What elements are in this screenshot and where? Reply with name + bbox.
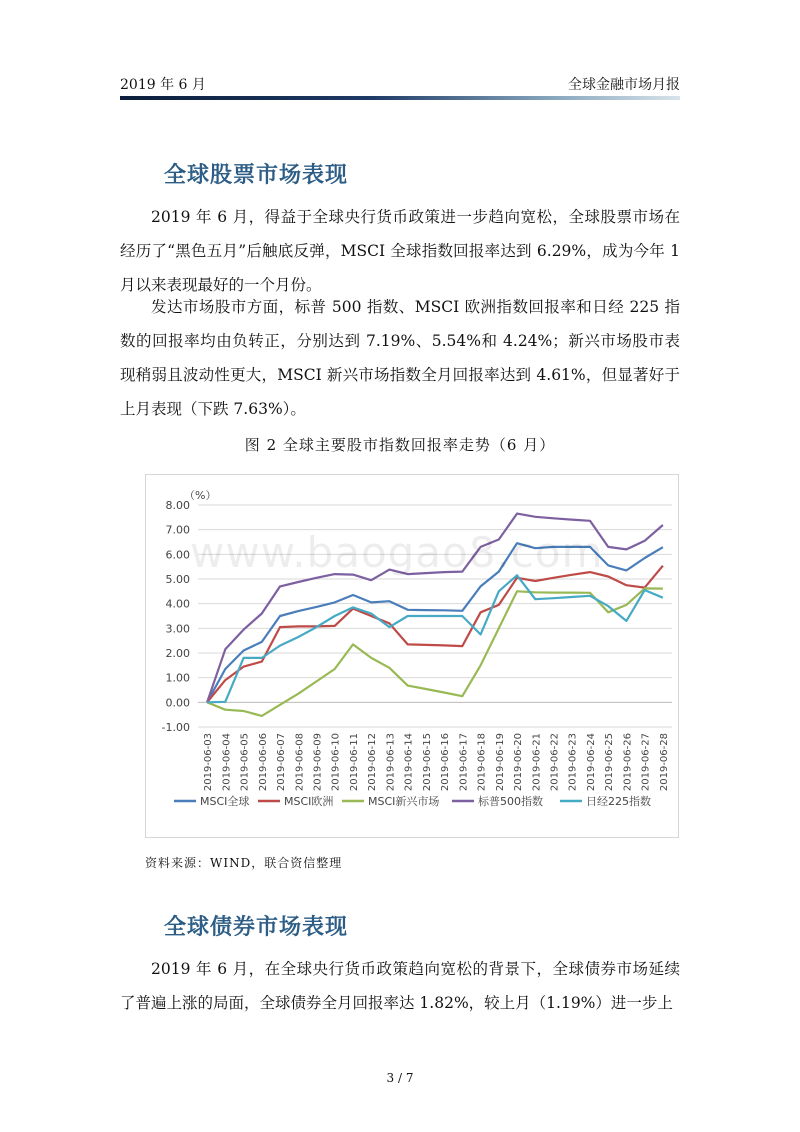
x-tick-label: 2019-06-22 — [549, 733, 561, 792]
y-tick-label: 3.00 — [165, 622, 190, 636]
y-tick-label: 8.00 — [165, 499, 190, 512]
x-tick-label: 2019-06-16 — [440, 733, 452, 792]
y-tick-label: 5.00 — [165, 573, 190, 586]
line-chart — [146, 475, 680, 839]
x-tick-label: 2019-06-04 — [221, 733, 233, 792]
y-tick-label: 6.00 — [165, 548, 190, 562]
paragraph-equity-2: 发达市场股市方面，标普 500 指数、MSCI 欧洲指数回报率和日经 225 指数的回报率均由负转正，分别达到 7.19%、5.54%和 4.24%；新兴市场股市表现稍弱且波动性更大，MSCI 新兴市场指数全月回报率达到 4.61%，但显著好于上月表现（下跌 7.63%）。 — [120, 298, 680, 418]
watermark: www.baogao8.com — [190, 528, 604, 577]
x-tick-label: 2019-06-06 — [257, 733, 269, 792]
legend-label: MSCI全球 — [200, 795, 250, 808]
y-tick-label: 0.00 — [165, 696, 190, 710]
paragraph-equity-1: 2019 年 6 月，得益于全球央行货币政策进一步趋向宽松，全球股票市场在经历了“黑色五月”后触底反弹，MSCI 全球指数回报率达到 6.29%，成为今年 1 月以来表现最好的一个月份。 — [120, 208, 680, 294]
x-tick-label: 2019-06-07 — [276, 733, 288, 792]
x-tick-label: 2019-06-25 — [604, 733, 616, 792]
series-line-2 — [207, 588, 663, 716]
page-number: 3 / 7 — [386, 1071, 414, 1085]
series-line-3 — [207, 514, 663, 703]
legend-label: 标普500指数 — [478, 795, 543, 808]
legend-label: 日经225指数 — [586, 795, 651, 808]
y-tick-label: 1.00 — [165, 671, 190, 685]
x-tick-label: 2019-06-24 — [585, 733, 597, 792]
x-tick-label: 2019-06-13 — [385, 733, 397, 792]
y-tick-label: -1.00 — [161, 721, 190, 734]
x-tick-label: 2019-06-18 — [476, 733, 488, 792]
header-date: 2019 年 6 月 — [120, 77, 206, 93]
legend-label: MSCI新兴市场 — [368, 795, 440, 808]
header-divider-bar — [120, 96, 680, 100]
section-title-bond: 全球债券市场表现 — [164, 915, 349, 940]
series-line-1 — [207, 566, 663, 703]
x-tick-label: 2019-06-03 — [203, 733, 215, 792]
section-title-equity: 全球股票市场表现 — [164, 163, 349, 188]
y-axis-unit-label: （%） — [184, 489, 217, 502]
x-tick-label: 2019-06-10 — [330, 733, 342, 792]
figure-title: 图 2 全球主要股市指数回报率走势（6 月） — [244, 436, 556, 454]
y-tick-label: 4.00 — [165, 597, 190, 611]
y-tick-label: 7.00 — [165, 523, 190, 537]
figure-source: 资料来源：WIND，联合资信整理 — [145, 856, 343, 870]
paragraph-bond-1: 2019 年 6 月，在全球央行货币政策趋向宽松的背景下，全球债券市场延续了普遍上涨的局面，全球债券全月回报率达 1.82%，较上月（1.19%）进一步上 — [120, 960, 680, 1012]
x-tick-label: 2019-06-27 — [640, 733, 652, 792]
x-tick-label: 2019-06-14 — [403, 733, 415, 792]
x-tick-label: 2019-06-21 — [531, 733, 543, 792]
x-tick-label: 2019-06-23 — [567, 733, 579, 792]
x-tick-label: 2019-06-09 — [312, 733, 324, 792]
x-tick-label: 2019-06-20 — [513, 733, 525, 792]
x-tick-label: 2019-06-12 — [367, 733, 379, 792]
y-tick-label: 2.00 — [165, 647, 190, 660]
series-line-0 — [207, 543, 663, 702]
x-tick-label: 2019-06-08 — [294, 733, 306, 792]
x-tick-label: 2019-06-26 — [622, 733, 634, 792]
x-tick-label: 2019-06-17 — [458, 733, 470, 792]
header-report-title: 全球金融市场月报 — [568, 77, 680, 93]
chart-container — [145, 474, 679, 838]
x-tick-label: 2019-06-28 — [658, 733, 670, 792]
x-tick-label: 2019-06-05 — [239, 733, 251, 792]
x-tick-label: 2019-06-15 — [421, 733, 433, 792]
legend-label: MSCI欧洲 — [284, 795, 334, 808]
x-tick-label: 2019-06-19 — [494, 733, 506, 792]
x-tick-label: 2019-06-11 — [348, 733, 360, 792]
